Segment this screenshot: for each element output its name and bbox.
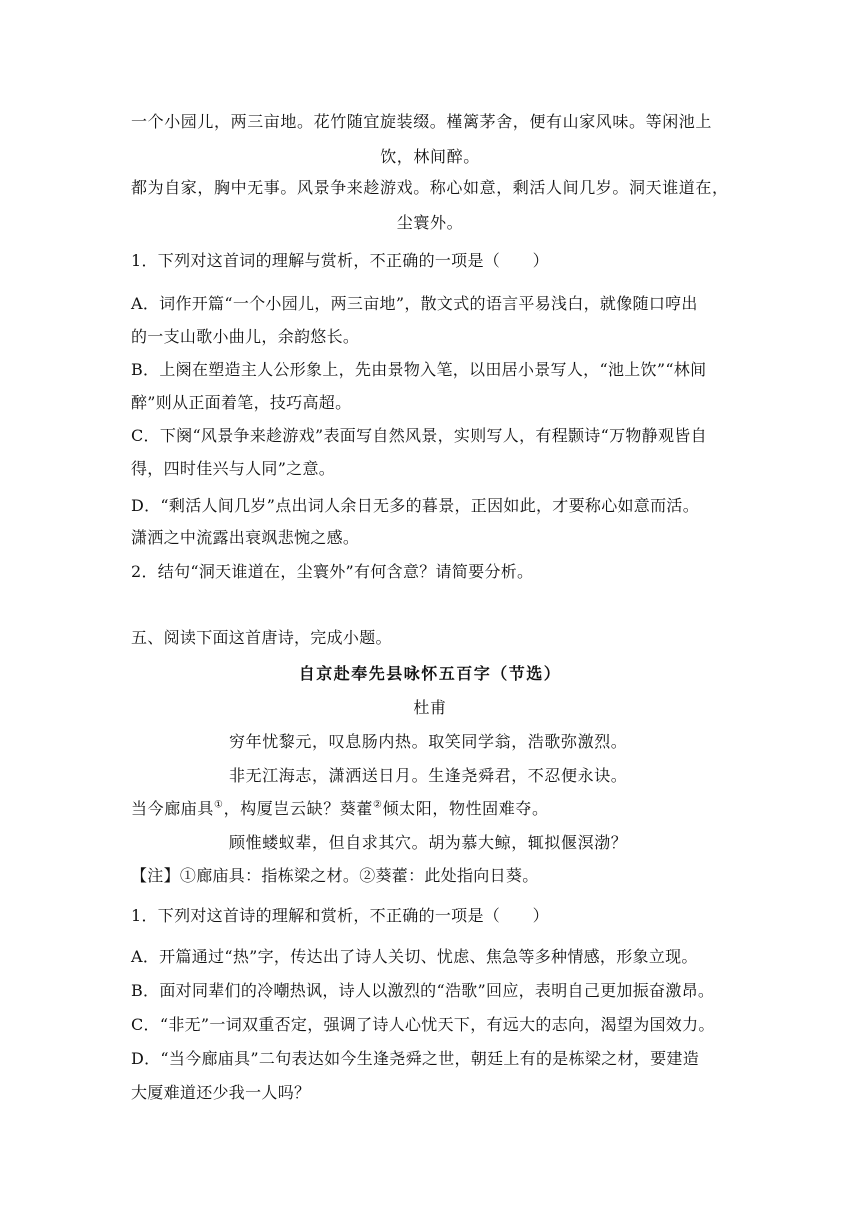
poem1-line1-cont: 饮，林间醉。: [380, 147, 480, 166]
option-a-line2: 的一支山歌小曲儿，余韵悠长。: [131, 327, 360, 346]
verse3-part-b: ，构厦岂云缺？葵藿: [223, 799, 373, 818]
option-c-line1: C．下阕“风景争来趁游戏”表面写自然风景，实则写人，有程颢诗“万物静观皆自: [131, 426, 707, 445]
poem2-verse4: 顾惟蝼蚁辈，但自求其穴。胡为慕大鲸，辄拟偃溟渤？: [229, 833, 628, 852]
section5-option-c: C．“非无”一词双重否定，强调了诗人心忧天下，有远大的志向，渴望为国效力。: [131, 1015, 715, 1034]
section5-heading: 五、阅读下面这首唐诗，完成小题。: [131, 628, 392, 647]
option-c-line2: 得，四时佳兴与人同”之意。: [131, 459, 336, 478]
poem2-verse1: 穷年忧黎元，叹息肠内热。取笑同学翁，浩歌弥激烈。: [229, 732, 628, 751]
poem2-author: 杜甫: [413, 698, 447, 717]
poem2-note: 【注】①廊庙具：指栋梁之材。②葵藿：此处指向日葵。: [131, 866, 539, 885]
section5-option-b: B．面对同辈们的冷嘲热讽，诗人以激烈的“浩歌”回应，表明自己更加振奋激昂。: [131, 981, 715, 1000]
option-a-line1: A．词作开篇“一个小园儿，两三亩地”，散文式的语言平易浅白，就像随口哼出: [131, 294, 698, 313]
option-b-line1: B．上阕在塑造主人公形象上，先由景物入笔，以田居小景写人，“池上饮”“林间: [131, 360, 707, 379]
poem1-line2: 都为自家，胸中无事。风景争来趁游戏。称心如意，剩活人间几岁。洞天谁道在，: [131, 178, 729, 197]
q1-stem: 1．下列对这首词的理解与赏析，不正确的一项是（ ）: [131, 251, 549, 270]
verse3-part-a: 当今廊庙具: [131, 799, 215, 818]
section5-q1-stem: 1．下列对这首诗的理解和赏析，不正确的一项是（ ）: [131, 906, 549, 925]
option-b-line2: 醉”则从正面着笔，技巧高超。: [131, 393, 352, 412]
option-d-line2: 潇洒之中流露出衰飒悲惋之感。: [131, 528, 360, 547]
poem2-verse3: [131, 798, 549, 820]
footnote-mark-1: ①: [214, 799, 224, 811]
section5-option-a: A．开篇通过“热”字，传达出了诗人关切、忧虑、焦急等多种情感，形象立现。: [131, 947, 698, 966]
section5-option-d-line2: 大厦难道还少我一人吗？: [131, 1083, 311, 1102]
verse3-part-c: 倾太阳，物性固难夺。: [382, 799, 549, 818]
q2-stem: 2．结句“洞天谁道在，尘寰外”有何含意？请简要分析。: [131, 562, 534, 581]
footnote-mark-2: ②: [373, 799, 383, 811]
section5-option-d-line1: D．“当今廊庙具”二句表达如今生逢尧舜之世，朝廷上有的是栋梁之材，要建造: [131, 1049, 699, 1068]
poem1-line1: 一个小园儿，两三亩地。花竹随宜旋装缀。槿篱茅舍，便有山家风味。等闲池上: [131, 112, 713, 131]
poem1-line2-cont: 尘寰外。: [396, 213, 464, 232]
poem2-title: 自京赴奉先县咏怀五百字（节选）: [298, 664, 562, 683]
option-d-line1: D．“剩活人间几岁”点出词人余日无多的暮景，正因如此，才要称心如意而活。: [131, 496, 699, 515]
poem2-verse2: 非无江海志，潇洒送日月。生逢尧舜君，不忍便永诀。: [229, 766, 628, 785]
